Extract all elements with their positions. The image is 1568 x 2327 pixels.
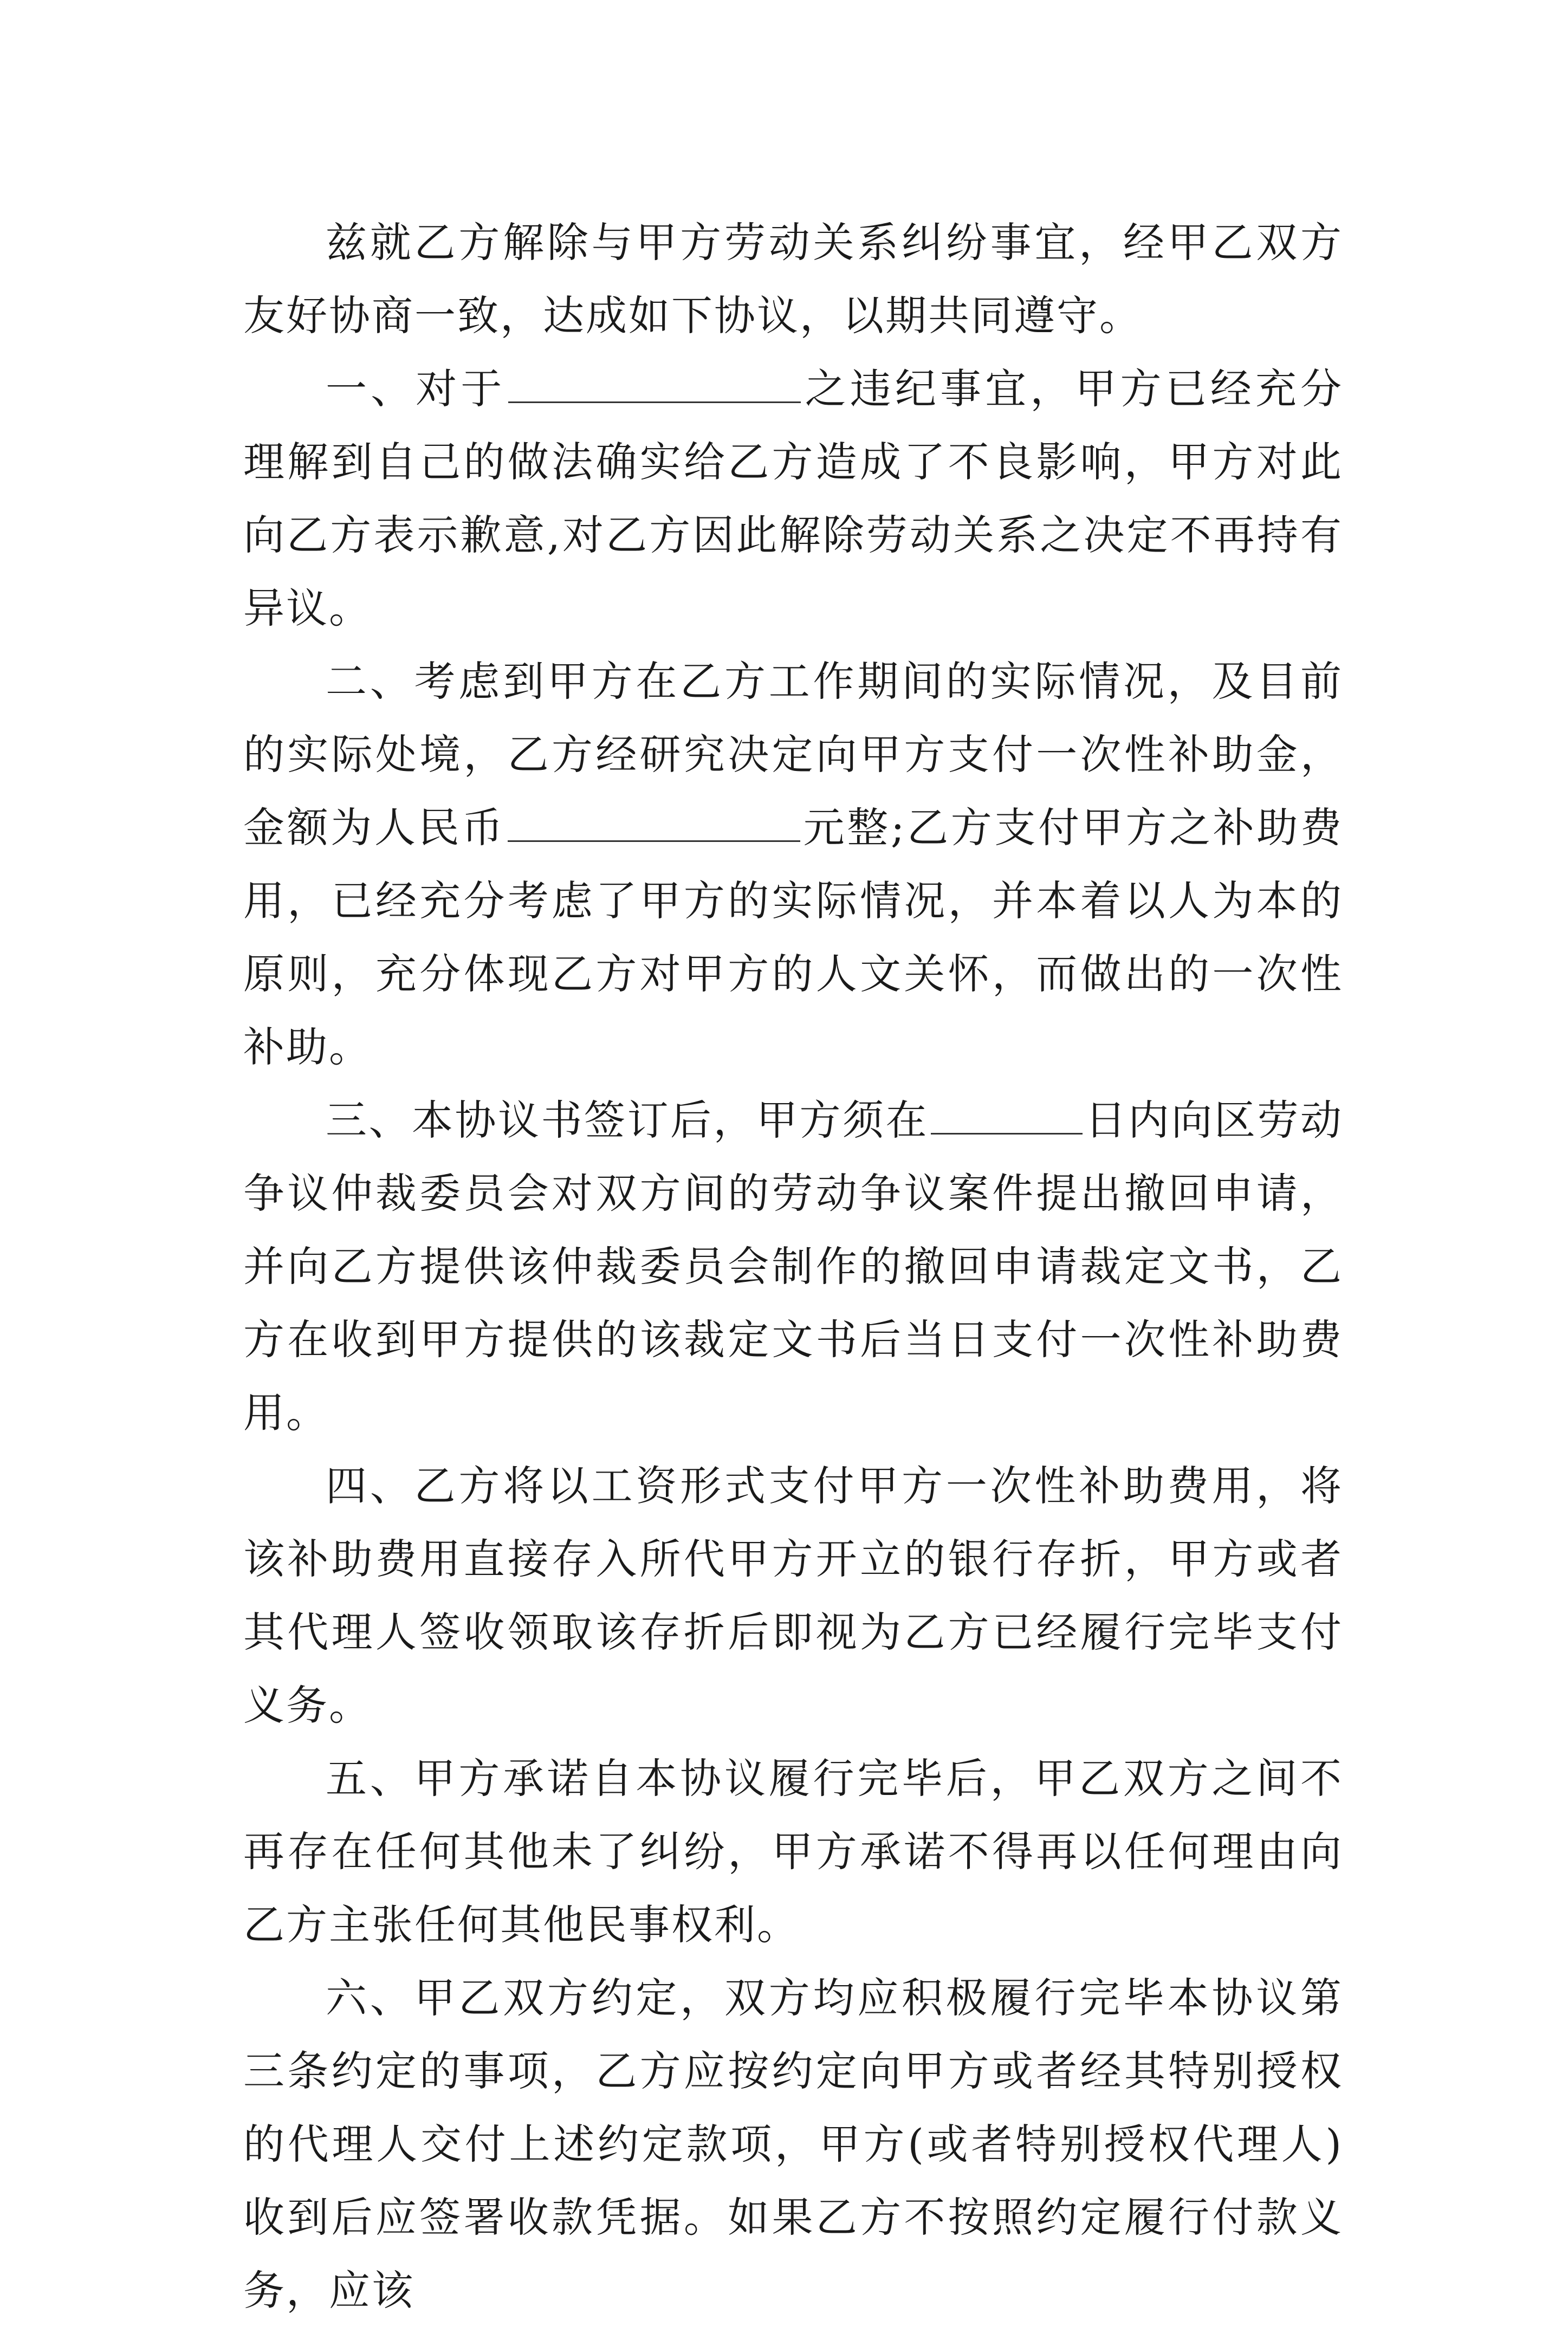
days-limit-blank bbox=[931, 1099, 1083, 1135]
clause-6-paragraph bbox=[243, 1961, 1343, 2327]
clause-1-text-before: 一、对于 bbox=[326, 365, 506, 413]
clause-5-paragraph bbox=[243, 1742, 1343, 1961]
clause-2-text-after: 元整;乙方支付甲方之补助费用，已经充分考虑了甲方的实际情况，并本着以人为本的原则，充分体现乙方对甲方的人文关怀，而做出的一次性补助。 bbox=[243, 803, 1344, 1071]
clause-2-paragraph bbox=[243, 645, 1343, 1084]
clause-3-text-before: 三、本协议书签订后，甲方须在 bbox=[326, 1096, 929, 1144]
violation-matter-blank bbox=[508, 368, 801, 403]
clause-6-text: 六、甲乙双方约定，双方均应积极履行完毕本协议第三条约定的事项，乙方应按约定向甲方或者经其特别授权的代理人交付上述约定款项，甲方(或者特别授权代理人)收到后应签署收款凭据。如果乙方不按照约定履行付款义务，应该 bbox=[243, 1974, 1343, 2315]
clause-4-text: 四、乙方将以工资形式支付甲方一次性补助费用，将该补助费用直接存入所代甲方开立的银行存折，甲方或者其代理人签收领取该存折后即视为乙方已经履行完毕支付义务。 bbox=[243, 1462, 1343, 1729]
preamble-paragraph bbox=[243, 206, 1343, 352]
clause-5-text: 五、甲方承诺自本协议履行完毕后，甲乙双方之间不再存在任何其他未了纠纷，甲方承诺不得再以任何理由向乙方主张任何其他民事权利。 bbox=[243, 1754, 1343, 1949]
clause-1-paragraph bbox=[243, 352, 1343, 645]
agreement-body bbox=[243, 206, 1343, 2327]
clause-4-paragraph bbox=[243, 1449, 1343, 1742]
clause-2-text-before: 二、考虑到甲方在乙方工作期间的实际情况，及目前的实际处境，乙方经研究决定向甲方支付一次性补助金，金额为人民币 bbox=[243, 657, 1343, 852]
clause-1-text-after: 之违纪事宜，甲方已经充分理解到自己的做法确实给乙方造成了不良影响，甲方对此向乙方表示歉意,对乙方因此解除劳动关系之决定不再持有异议。 bbox=[243, 365, 1343, 632]
clause-3-paragraph bbox=[243, 1084, 1343, 1449]
preamble-text: 兹就乙方解除与甲方劳动关系纠纷事宜，经甲乙双方友好协商一致，达成如下协议，以期共同遵守。 bbox=[243, 218, 1343, 340]
clause-3-text-after: 日内向区劳动争议仲裁委员会对双方间的劳动争议案件提出撤回申请，并向乙方提供该仲裁委员会制作的撤回申请裁定文书，乙方在收到甲方提供的该裁定文书后当日支付一次性补助费用。 bbox=[243, 1096, 1343, 1437]
subsidy-amount-blank bbox=[508, 807, 800, 842]
